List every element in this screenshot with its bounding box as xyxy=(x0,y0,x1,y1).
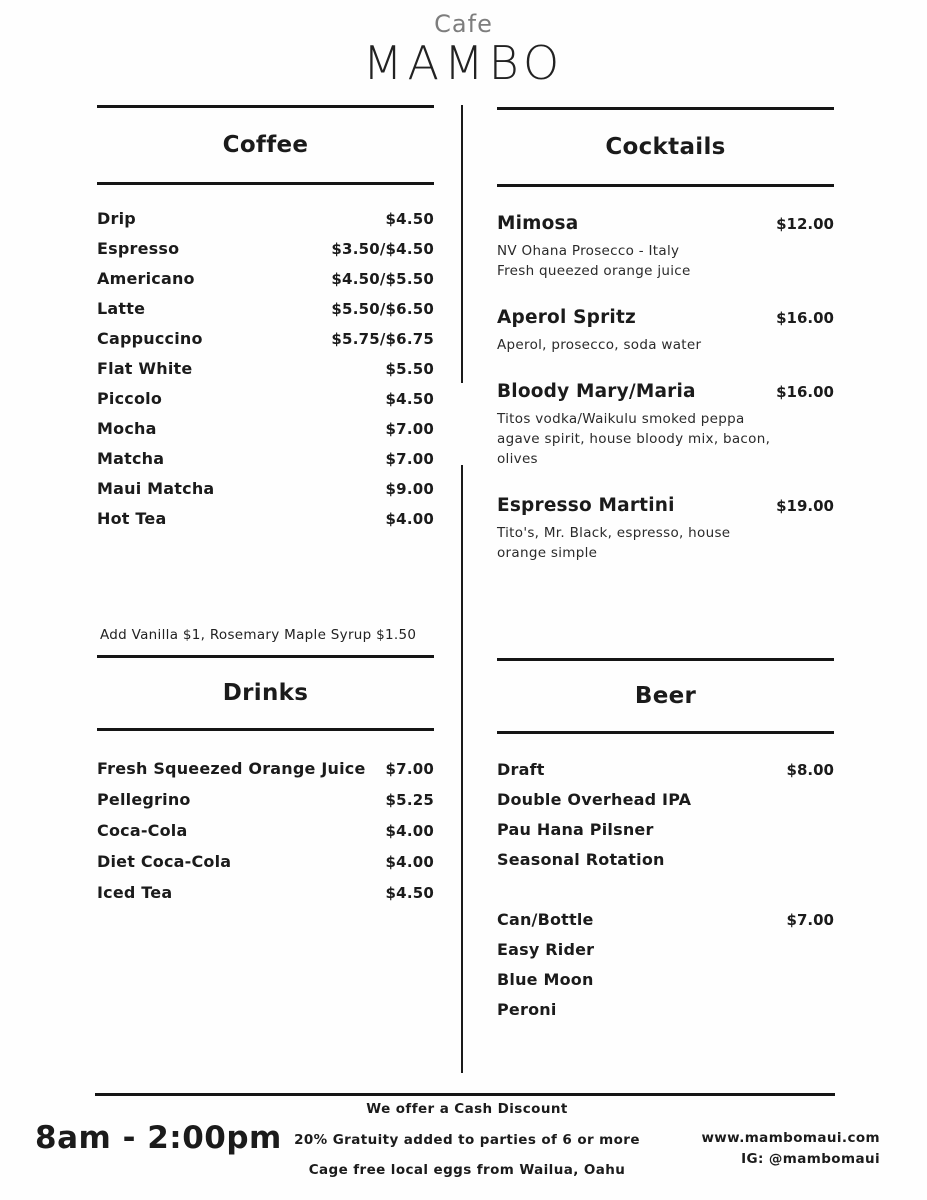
section-cocktails-title: Cocktails xyxy=(605,134,726,160)
menu-item xyxy=(97,359,434,389)
drinks-item-list xyxy=(97,759,434,914)
cocktail-entry xyxy=(497,307,834,355)
menu-item xyxy=(97,479,434,509)
menu-item xyxy=(97,883,434,914)
menu-item xyxy=(97,509,434,539)
footer-notice: Cage free local eggs from Wailua, Oahu xyxy=(308,1162,626,1178)
menu-item xyxy=(497,850,834,880)
item-name: Bloody Mary/Maria xyxy=(497,381,696,402)
item-description xyxy=(497,523,834,563)
section-coffee-title: Coffee xyxy=(222,132,309,158)
beer-group-draft xyxy=(497,760,834,880)
item-price: $4.00 xyxy=(385,853,434,871)
cocktail-entry xyxy=(497,381,834,469)
item-name: Pau Hana Pilsner xyxy=(497,820,654,839)
section-beer-header xyxy=(497,658,834,734)
menu-item xyxy=(497,940,834,970)
item-price: $7.00 xyxy=(786,911,834,929)
item-name: Latte xyxy=(97,299,146,318)
item-price: $19.00 xyxy=(776,497,834,515)
menu-item xyxy=(97,209,434,239)
item-name: Cappuccino xyxy=(97,329,203,348)
item-name: Hot Tea xyxy=(97,509,167,528)
menu-item xyxy=(97,449,434,479)
item-price: $5.50/$6.50 xyxy=(331,300,434,318)
section-drinks xyxy=(97,655,434,914)
item-price: $7.00 xyxy=(385,420,434,438)
footer-divider xyxy=(95,1093,835,1096)
item-price: $4.50 xyxy=(385,210,434,228)
item-price: $3.50/$4.50 xyxy=(331,240,434,258)
item-price: $5.25 xyxy=(385,791,434,809)
item-name: Maui Matcha xyxy=(97,479,215,498)
menu-item xyxy=(497,910,834,940)
opening-hours: 8am - 2:00pm xyxy=(35,1120,282,1156)
item-name: Iced Tea xyxy=(97,883,173,902)
item-name: Seasonal Rotation xyxy=(497,850,665,869)
item-name: Drip xyxy=(97,209,136,228)
item-price: $8.00 xyxy=(786,761,834,779)
section-coffee xyxy=(97,105,434,539)
item-name: Coca-Cola xyxy=(97,821,188,840)
menu-item xyxy=(97,759,434,790)
footer-notice: We offer a Cash Discount xyxy=(366,1101,568,1117)
description-line: agave spirit, house bloody mix, bacon, xyxy=(497,431,771,447)
item-name: Flat White xyxy=(97,359,193,378)
menu-item xyxy=(497,820,834,850)
item-name: Mimosa xyxy=(497,213,579,234)
menu-item xyxy=(97,821,434,852)
section-beer-title: Beer xyxy=(634,683,697,709)
item-name: Blue Moon xyxy=(497,970,594,989)
brand-subtitle: Cafe xyxy=(434,10,493,38)
item-price: $4.00 xyxy=(385,510,434,528)
menu-item xyxy=(497,790,834,820)
item-name: Diet Coca-Cola xyxy=(97,852,232,871)
item-price: $4.00 xyxy=(385,822,434,840)
beer-item-list xyxy=(497,760,834,1030)
item-price: $5.50 xyxy=(385,360,434,378)
item-price: $16.00 xyxy=(776,383,834,401)
menu-item xyxy=(97,852,434,883)
website-url: www.mambomaui.com xyxy=(701,1130,880,1146)
description-line: Aperol, prosecco, soda water xyxy=(497,337,702,353)
cocktail-entry xyxy=(497,495,834,563)
item-name: Pellegrino xyxy=(97,790,191,809)
item-name: Americano xyxy=(97,269,195,288)
item-name: Draft xyxy=(497,760,545,779)
item-price: $16.00 xyxy=(776,309,834,327)
item-price: $5.75/$6.75 xyxy=(331,330,434,348)
item-description xyxy=(497,335,834,355)
menu-item xyxy=(497,970,834,1000)
item-name: Can/Bottle xyxy=(497,910,594,929)
section-beer xyxy=(497,658,834,1030)
brand-title: MAMBO xyxy=(362,36,565,90)
description-line: olives xyxy=(497,451,538,467)
column-divider-bottom xyxy=(461,465,463,1073)
instagram-handle: IG: @mambomaui xyxy=(741,1151,880,1167)
footer-contact xyxy=(701,1128,880,1170)
description-line: Tito's, Mr. Black, espresso, house xyxy=(497,525,731,541)
description-line: orange simple xyxy=(497,545,598,561)
section-cocktails-header xyxy=(497,107,834,187)
item-price: $12.00 xyxy=(776,215,834,233)
item-name: Peroni xyxy=(497,1000,557,1019)
item-name: Espresso xyxy=(97,239,180,258)
menu-item xyxy=(97,790,434,821)
item-price: $4.50/$5.50 xyxy=(331,270,434,288)
item-description xyxy=(497,409,834,469)
item-name: Double Overhead IPA xyxy=(497,790,692,809)
section-coffee-header xyxy=(97,105,434,185)
description-line: Titos vodka/Waikulu smoked peppa xyxy=(497,411,745,427)
coffee-addons-note: Add Vanilla $1, Rosemary Maple Syrup $1.50 xyxy=(100,627,417,643)
item-price: $4.50 xyxy=(385,884,434,902)
description-line: NV Ohana Prosecco - Italy xyxy=(497,243,680,259)
menu-item xyxy=(97,269,434,299)
menu-item xyxy=(97,389,434,419)
item-price: $7.00 xyxy=(385,450,434,468)
footer-notice: 20% Gratuity added to parties of 6 or more xyxy=(294,1131,640,1148)
item-name: Matcha xyxy=(97,449,165,468)
item-name: Aperol Spritz xyxy=(497,307,636,328)
item-name: Fresh Squeezed Orange Juice xyxy=(97,759,366,778)
menu-item xyxy=(97,329,434,359)
item-name: Easy Rider xyxy=(497,940,595,959)
item-price: $9.00 xyxy=(385,480,434,498)
footer-notices xyxy=(237,1101,697,1193)
menu-item xyxy=(497,1000,834,1030)
item-name: Piccolo xyxy=(97,389,163,408)
menu-item xyxy=(97,239,434,269)
menu-item xyxy=(497,760,834,790)
item-price: $4.50 xyxy=(385,390,434,408)
section-cocktails xyxy=(497,107,834,563)
item-name: Mocha xyxy=(97,419,157,438)
menu-item xyxy=(97,419,434,449)
description-line: Fresh queezed orange juice xyxy=(497,263,691,279)
item-name: Espresso Martini xyxy=(497,495,675,516)
coffee-item-list xyxy=(97,209,434,539)
section-drinks-title: Drinks xyxy=(222,680,309,706)
item-price: $7.00 xyxy=(385,760,434,778)
column-divider-top xyxy=(461,105,463,383)
item-description xyxy=(497,241,834,281)
section-drinks-header xyxy=(97,655,434,731)
brand-header xyxy=(0,10,927,89)
menu-item xyxy=(97,299,434,329)
cocktail-entry xyxy=(497,213,834,281)
beer-group-can-bottle xyxy=(497,910,834,1030)
